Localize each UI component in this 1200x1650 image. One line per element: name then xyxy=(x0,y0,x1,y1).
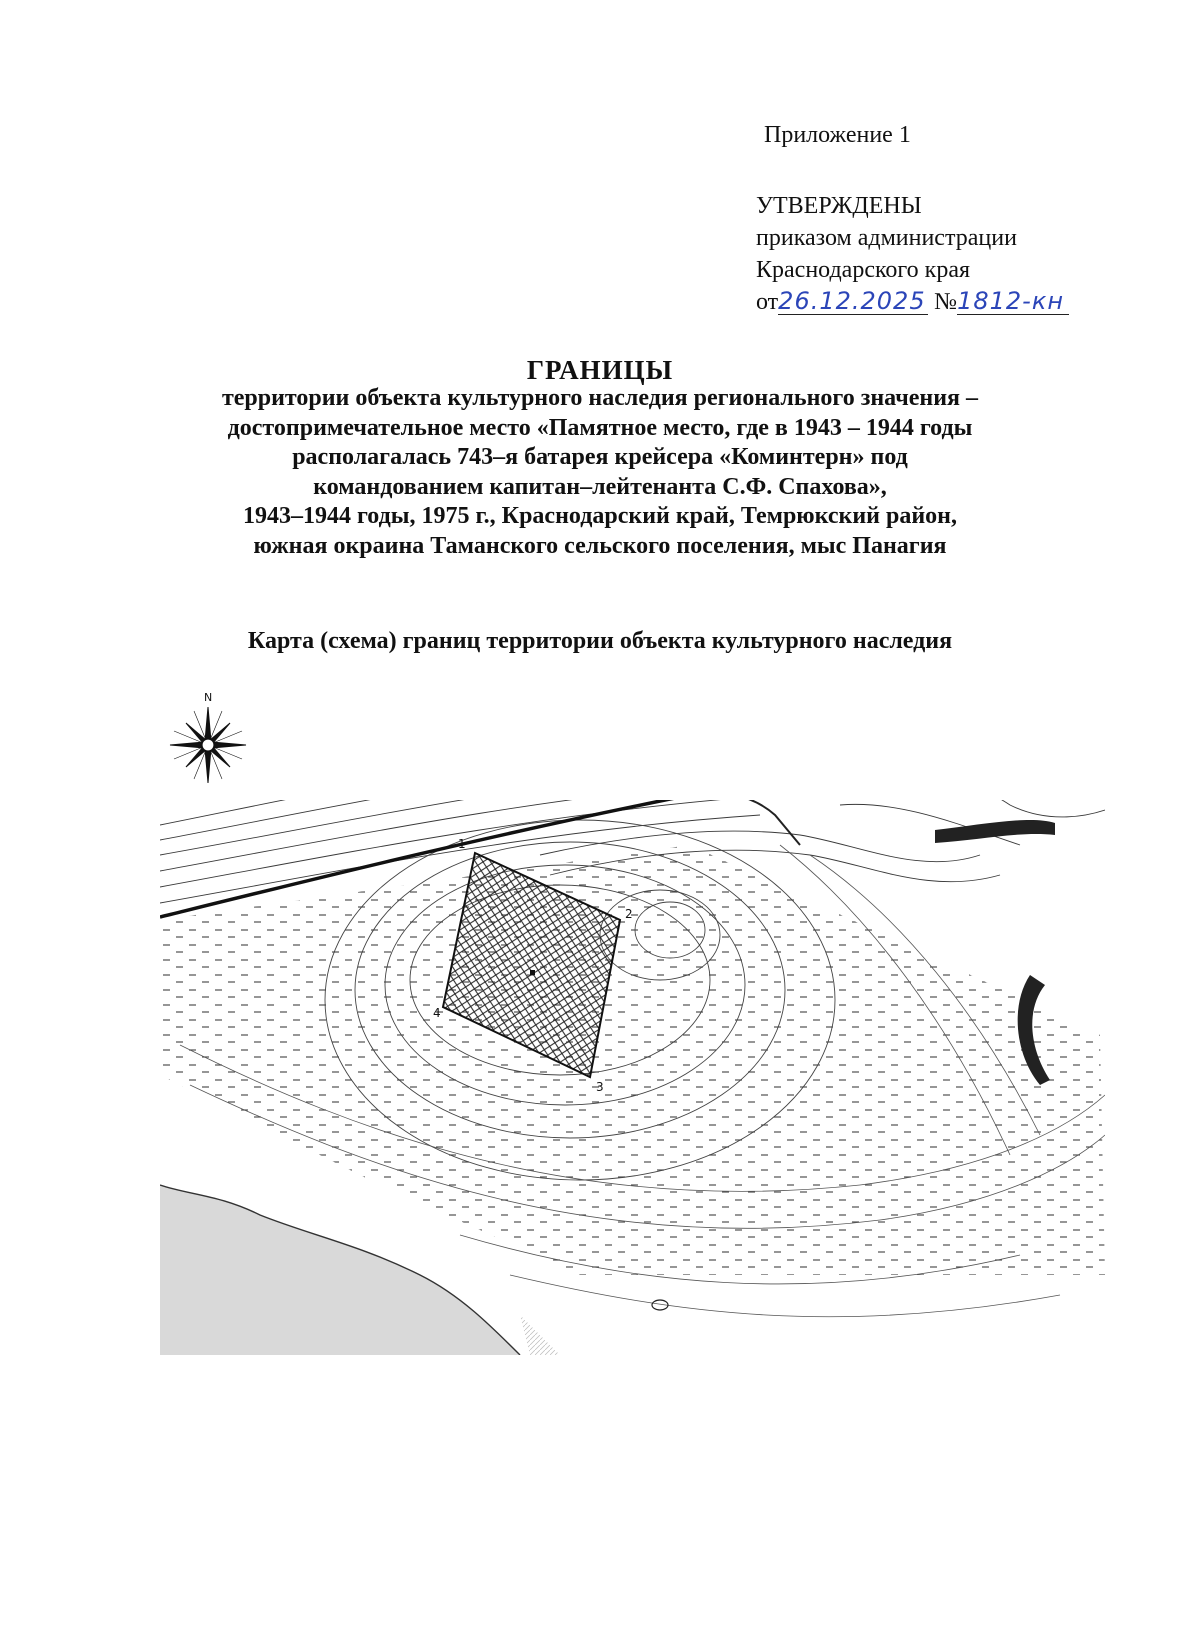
title-line-3: располагалась 743–я батарея крейсера «Коминтерн» под xyxy=(292,444,908,470)
title-line-5: 1943–1944 годы, 1975 г., Краснодарский край, Темрюкский район, xyxy=(243,503,957,529)
compass-north-label: N xyxy=(204,691,213,704)
handwritten-date: 26.12.2025 xyxy=(778,288,928,315)
point-label-2: 2 xyxy=(625,907,633,921)
approval-line-1: приказом администрации xyxy=(756,225,1017,251)
point-label-3: 3 xyxy=(596,1080,604,1094)
approval-date-line xyxy=(756,286,1069,318)
title-line-2: достопримечательное место «Памятное место, где в 1943 – 1944 годы xyxy=(227,414,973,441)
map-svg xyxy=(160,691,1105,1355)
boundary-map xyxy=(160,691,1105,1355)
title-line-6: южная окраина Таманского сельского поселения, мыс Панагия xyxy=(253,532,947,559)
point-label-1: 1 xyxy=(458,837,466,851)
map-caption: Карта (схема) границ территории объекта культурного наследия xyxy=(247,628,953,654)
document-title-body xyxy=(150,384,1050,561)
approval-title: УТВЕРЖДЕНЫ xyxy=(756,193,922,219)
title-line-4: командованием капитан–лейтенанта С.Ф. Спахова», xyxy=(313,473,887,500)
approval-block xyxy=(756,190,1069,318)
title-line-1: территории объекта культурного наследия регионального значения – xyxy=(221,385,979,411)
document-heading: ГРАНИЦЫ xyxy=(526,355,674,385)
handwritten-number: 1812-кн xyxy=(957,288,1069,315)
point-label-4: 4 xyxy=(433,1006,441,1020)
number-prefix: № xyxy=(934,289,958,315)
map-terrain xyxy=(160,735,1105,1355)
approval-line-2: Краснодарского края xyxy=(756,257,971,283)
compass-rose-icon xyxy=(170,691,246,783)
date-prefix: от xyxy=(756,289,779,315)
appendix-label: Приложение 1 xyxy=(764,122,911,148)
